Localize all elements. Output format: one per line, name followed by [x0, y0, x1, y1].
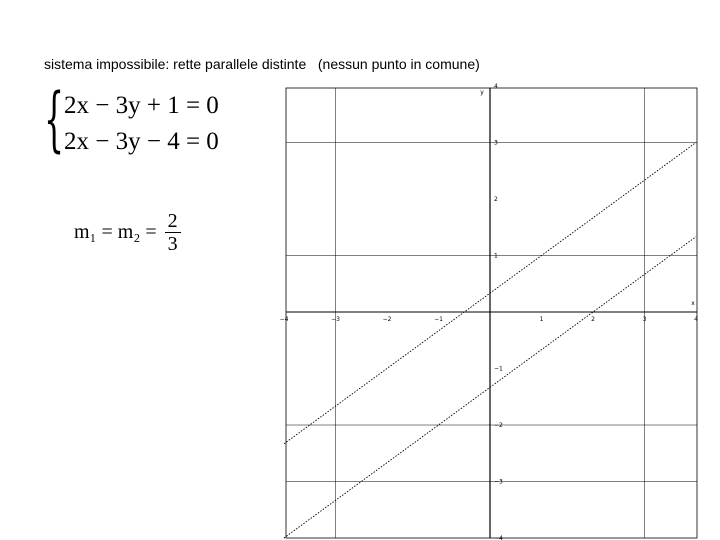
x-tick-label: 2	[591, 316, 595, 323]
x-tick-label: 4	[694, 316, 698, 323]
y-tick-label: −4	[494, 535, 503, 540]
x-axis-label: x	[691, 300, 695, 307]
y-tick-label: −3	[494, 478, 503, 486]
y-tick-label: −2	[494, 422, 503, 429]
x-tick-label: 1	[539, 316, 544, 323]
system-brace: {	[44, 78, 65, 160]
equation-2: 2x − 3y − 4 = 0	[64, 128, 219, 155]
y-tick-label: 4	[494, 83, 498, 90]
x-tick-label: −3	[331, 316, 340, 323]
plot-frame	[286, 88, 697, 538]
slope-lhs: m₁ = m₂ =	[74, 221, 157, 243]
x-tick-label: 3	[642, 316, 647, 323]
slide-title: sistema impossibile: rette parallele distinte (nessun punto in comune)	[44, 56, 480, 72]
y-tick-label: −1	[494, 365, 503, 373]
y-tick-label: 1	[494, 252, 498, 260]
y-tick-label: 3	[494, 139, 498, 147]
y-tick-label: 2	[494, 196, 498, 203]
y-axis-label: y	[480, 89, 484, 96]
x-tick-label: −1	[434, 316, 443, 323]
slope-denominator: 3	[167, 233, 178, 255]
slope-numerator: 2	[165, 210, 181, 233]
x-tick-label: −4	[279, 316, 289, 323]
equation-1: 2x − 3y + 1 = 0	[64, 92, 219, 119]
x-tick-label: −2	[382, 316, 392, 323]
